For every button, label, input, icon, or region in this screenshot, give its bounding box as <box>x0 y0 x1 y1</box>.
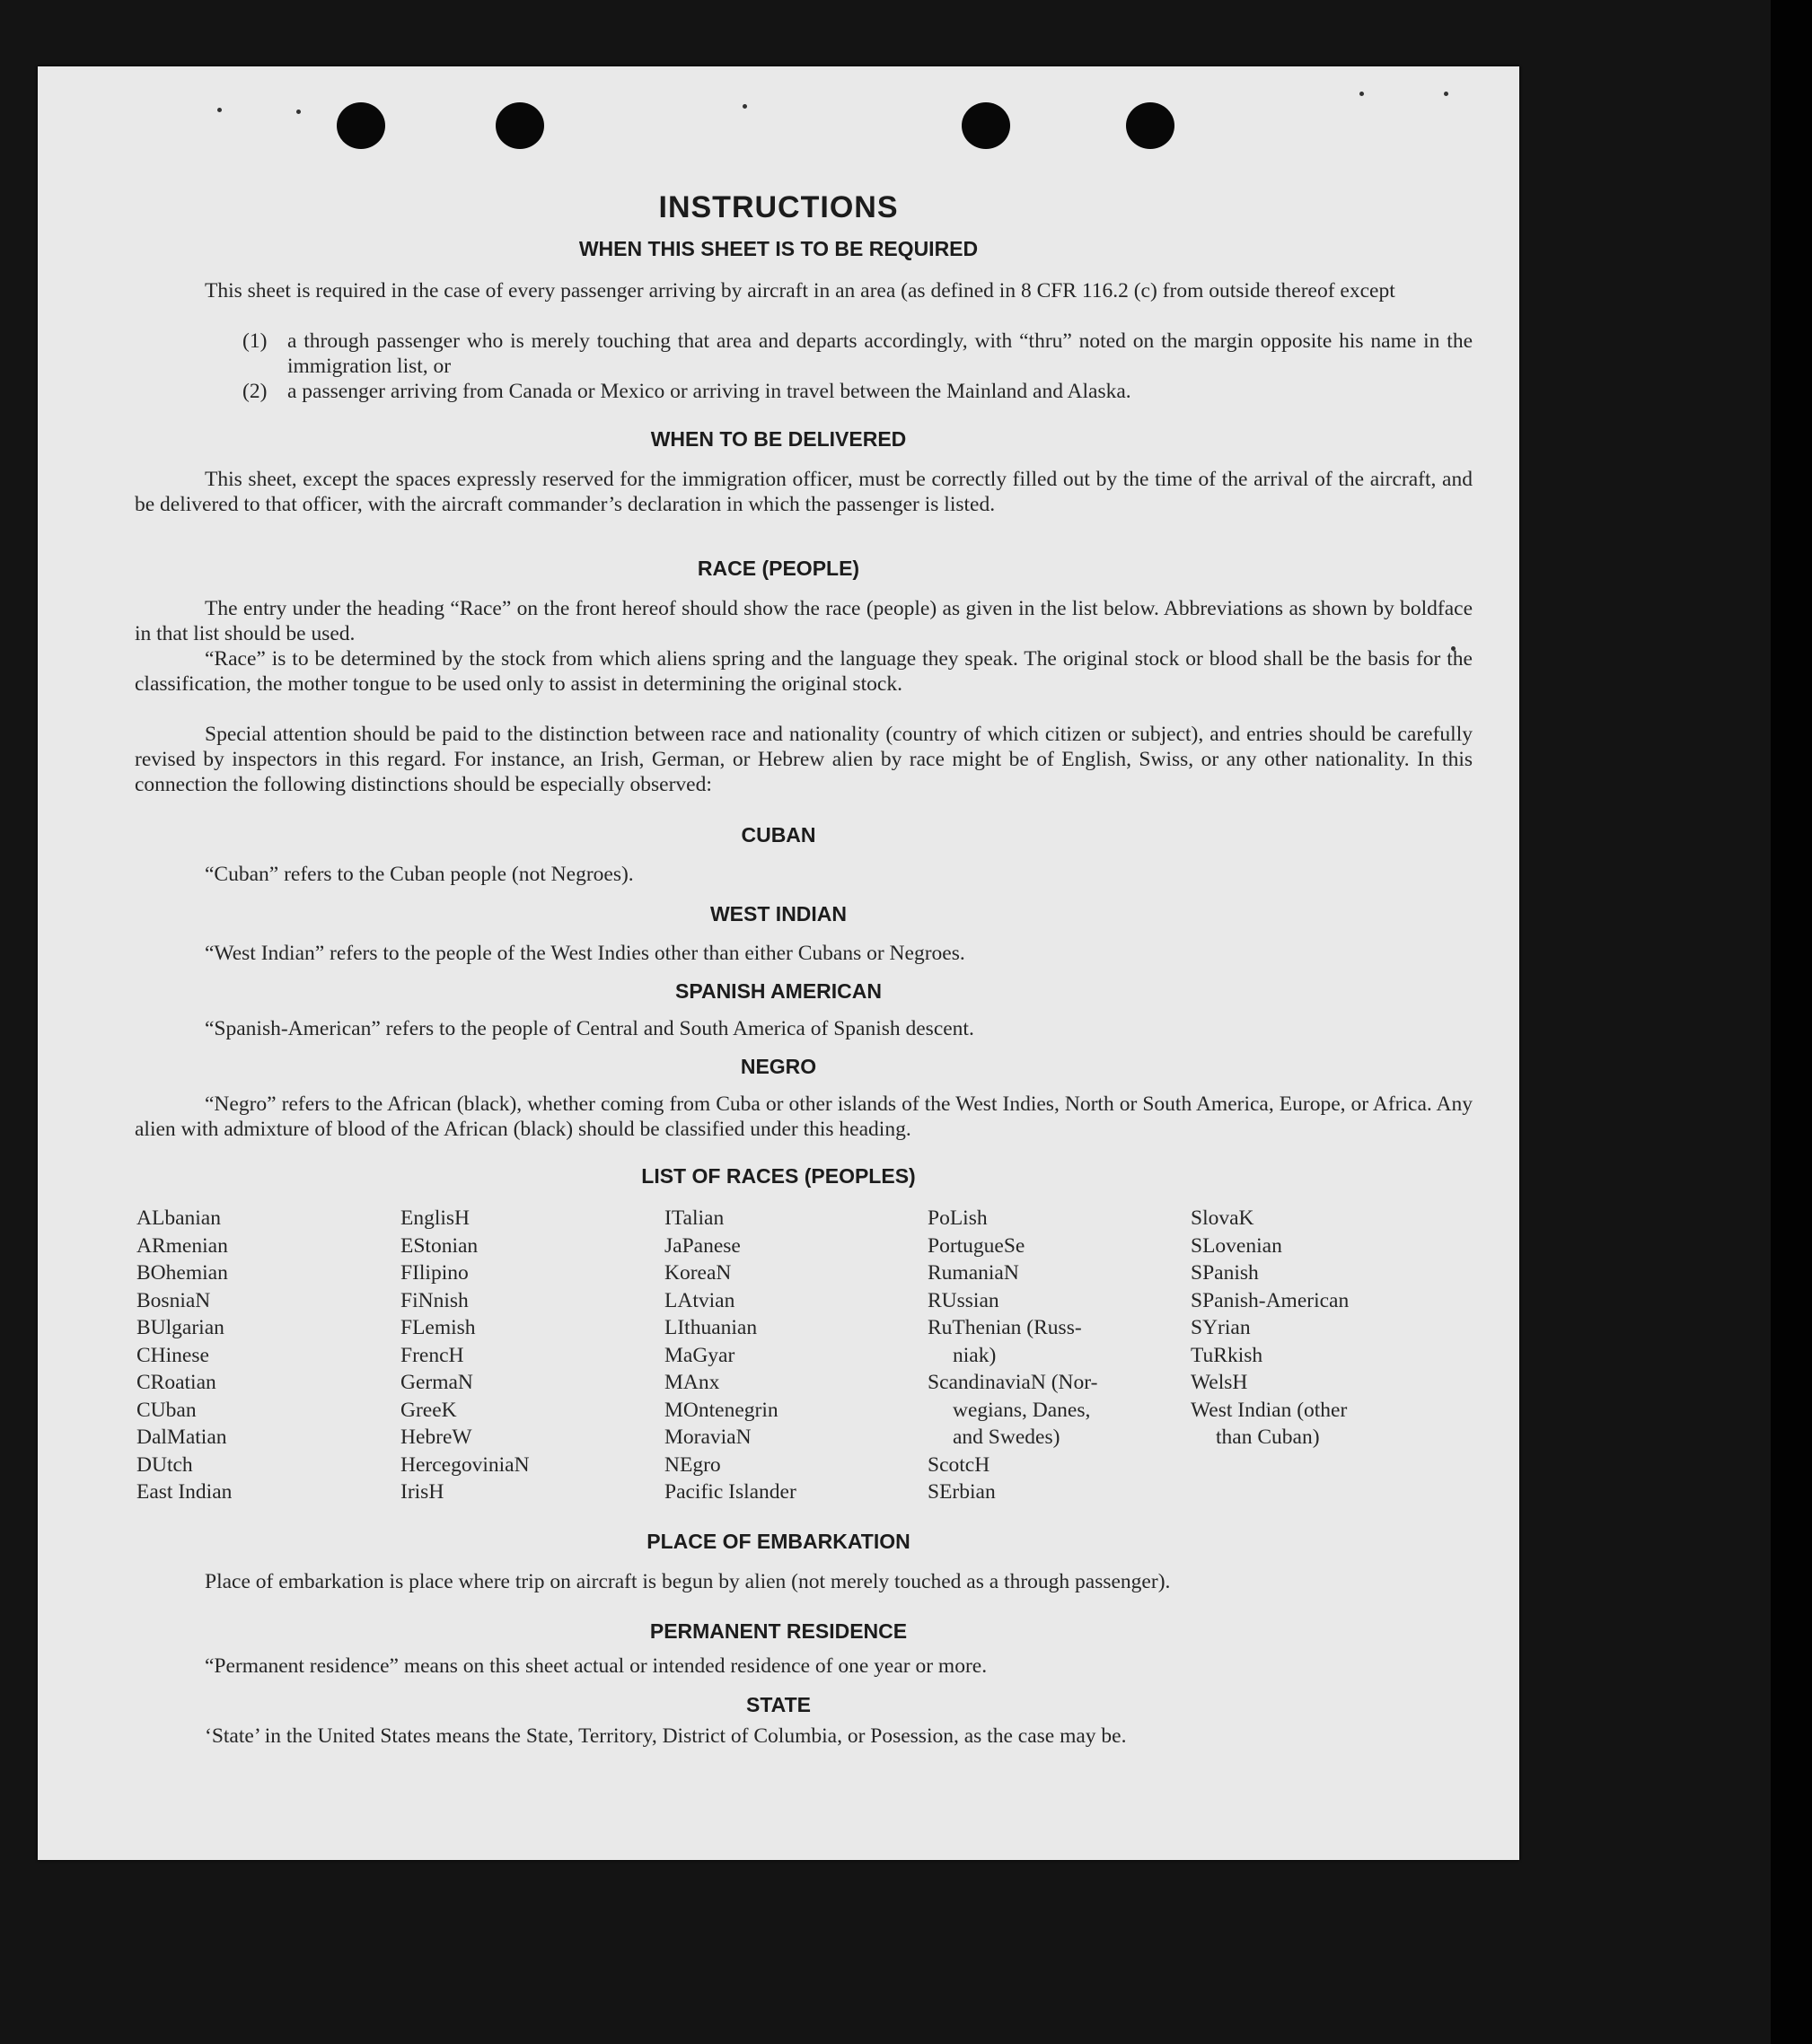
paragraph-negro: “Negro” refers to the African (black), whether coming from Cuba or other islands of the West Indies, North or South America, Europe, or Africa. Any alien with admixture of blood of the African (black) should be classified under this heading. <box>135 1092 1473 1141</box>
race-item: BOhemian <box>136 1261 228 1285</box>
heading-west-indian: WEST INDIAN <box>709 902 848 926</box>
race-item: KoreaN <box>664 1261 732 1285</box>
race-item: PoLish <box>928 1206 988 1230</box>
paragraph-permanent-residence: “Permanent residence” means on this sheet actual or intended residence of one year or more. <box>205 1654 988 1678</box>
race-item: LAtvian <box>664 1288 735 1312</box>
paragraph-when-required: This sheet is required in the case of every passenger arriving by aircraft in an area (as defined in 8 CFR 116.2 (c) from outside thereof except <box>205 279 1395 303</box>
races-column-3 <box>664 1205 796 1506</box>
heading-race: RACE (PEOPLE) <box>697 557 860 580</box>
race-item: BosniaN <box>136 1288 211 1312</box>
heading-when-delivered: WHEN TO BE DELIVERED <box>650 427 907 451</box>
paragraph-race-1: The entry under the heading “Race” on the front hereof should show the race (people) as given in the list below. Abbreviations as shown by boldface in that list should be used. <box>135 597 1473 645</box>
race-item: FLemish <box>400 1316 476 1339</box>
race-item: WelsH <box>1191 1371 1248 1394</box>
race-item-continued: and Swedes) <box>953 1426 1060 1449</box>
race-item: MoraviaN <box>664 1426 752 1449</box>
race-item: Pacific Islander <box>664 1480 796 1504</box>
race-item: West Indian (other <box>1191 1398 1348 1422</box>
race-item: CHinese <box>136 1343 209 1367</box>
race-item: FrencH <box>400 1343 464 1367</box>
heading-cuban: CUBAN <box>741 823 816 847</box>
race-item: SPanish <box>1191 1261 1259 1285</box>
paragraph-race-2: “Race” is to be determined by the stock from which aliens spring and the language they speak. The original stock or blood shall be the basis for the classification, the mother tongue to be used only to assist in determining the original stock. <box>135 647 1473 696</box>
race-item-continued: than Cuban) <box>1216 1426 1320 1449</box>
race-item: NEgro <box>664 1452 721 1477</box>
document-title: INSTRUCTIONS <box>658 190 899 224</box>
race-item: GermaN <box>400 1371 473 1394</box>
race-item: TuRkish <box>1191 1343 1263 1367</box>
race-item: RumaniaN <box>928 1261 1019 1285</box>
paragraph-cuban: “Cuban” refers to the Cuban people (not Negroes). <box>205 863 634 886</box>
document-page <box>38 66 1519 1860</box>
punch-hole-2 <box>496 102 544 149</box>
paragraph-state: ‘State’ in the United States means the State, Territory, District of Columbia, or Posession, as the case may be. <box>205 1724 1127 1748</box>
race-item: FIlipino <box>400 1261 469 1285</box>
heading-list-of-races: LIST OF RACES (PEOPLES) <box>641 1164 916 1188</box>
race-item: CUban <box>136 1398 197 1422</box>
race-item: SLovenian <box>1191 1233 1282 1258</box>
race-item: EStonian <box>400 1233 479 1258</box>
race-item: JaPanese <box>664 1233 741 1258</box>
race-item: CRoatian <box>136 1371 216 1394</box>
race-item: ScotcH <box>928 1452 990 1477</box>
paragraph-place-of-embarkation: Place of embarkation is place where trip on aircraft is begun by alien (not merely touched as a through passenger). <box>205 1570 1171 1593</box>
race-item: SErbian <box>928 1480 996 1504</box>
race-item: MaGyar <box>664 1343 735 1367</box>
paragraph-race-3: Special attention should be paid to the distinction between race and nationality (country of which citizen or subject), and entries should be carefully revised by inspectors in this regard. For instance, an Irish, German, or Hebrew alien by race might be of English, Swiss, or any other nationality. In this connection the following distinctions should be especially observed: <box>135 723 1473 796</box>
punch-hole-4 <box>1126 102 1174 149</box>
race-item: DalMatian <box>136 1426 227 1449</box>
race-item-continued: wegians, Danes, <box>953 1398 1091 1422</box>
race-item: PortugueSe <box>928 1233 1025 1258</box>
race-item: MOntenegrin <box>664 1398 778 1422</box>
race-item: BUlgarian <box>136 1316 224 1339</box>
race-item: EnglisH <box>400 1206 471 1230</box>
race-item: SPanish-American <box>1191 1288 1350 1312</box>
race-item-continued: niak) <box>953 1343 997 1367</box>
race-item: SYrian <box>1191 1316 1251 1339</box>
race-item: DUtch <box>136 1452 193 1477</box>
heading-spanish-american: SPANISH AMERICAN <box>674 979 882 1003</box>
punch-hole-3 <box>962 102 1010 149</box>
races-column-4 <box>928 1205 1097 1506</box>
race-item: ARmenian <box>136 1233 228 1258</box>
race-item: GreeK <box>400 1398 457 1422</box>
punch-hole-1 <box>337 102 385 149</box>
race-item: RUssian <box>928 1288 999 1312</box>
races-column-5 <box>1191 1205 1349 1452</box>
races-column-2 <box>400 1205 530 1506</box>
race-item: MAnx <box>664 1371 720 1394</box>
race-item: ITalian <box>664 1206 725 1230</box>
race-item: HebreW <box>400 1426 472 1449</box>
list-item-1: (1) a through passenger who is merely touching that area and departs accordingly, with “thru” noted on the margin opposite his name in the immigration list, or <box>242 329 1473 378</box>
race-item: IrisH <box>400 1480 444 1504</box>
heading-place-of-embarkation: PLACE OF EMBARKATION <box>647 1530 910 1553</box>
heading-when-required: WHEN THIS SHEET IS TO BE REQUIRED <box>578 237 979 260</box>
race-item: RuThenian (Russ- <box>928 1316 1082 1339</box>
race-item: ScandinaviaN (Nor- <box>928 1371 1098 1394</box>
race-item: East Indian <box>136 1480 233 1504</box>
paragraph-when-delivered: This sheet, except the spaces expressly reserved for the immigration officer, must be correctly filled out by the time of the arrival of the aircraft, and be delivered to that officer, with the aircraft commander’s declaration in which the passenger is listed. <box>135 468 1473 516</box>
paragraph-spanish-american: “Spanish-American” refers to the people of Central and South America of Spanish descent. <box>205 1017 974 1040</box>
list-item-2: (2) a passenger arriving from Canada or Mexico or arriving in travel between the Mainland and Alaska. <box>242 380 1131 403</box>
race-item: HercegoviniaN <box>400 1452 530 1477</box>
paragraph-west-indian: “West Indian” refers to the people of the West Indies other than either Cubans or Negroes. <box>205 942 965 965</box>
race-item: LIthuanian <box>664 1316 758 1339</box>
races-column-1 <box>136 1205 232 1506</box>
race-item: ALbanian <box>136 1206 221 1230</box>
scan-border <box>1771 0 1812 2044</box>
race-item: SlovaK <box>1191 1206 1254 1230</box>
heading-negro: NEGRO <box>740 1055 817 1078</box>
heading-state: STATE <box>746 1693 811 1716</box>
heading-permanent-residence: PERMANENT RESIDENCE <box>649 1619 908 1643</box>
race-item: FiNnish <box>400 1288 469 1312</box>
